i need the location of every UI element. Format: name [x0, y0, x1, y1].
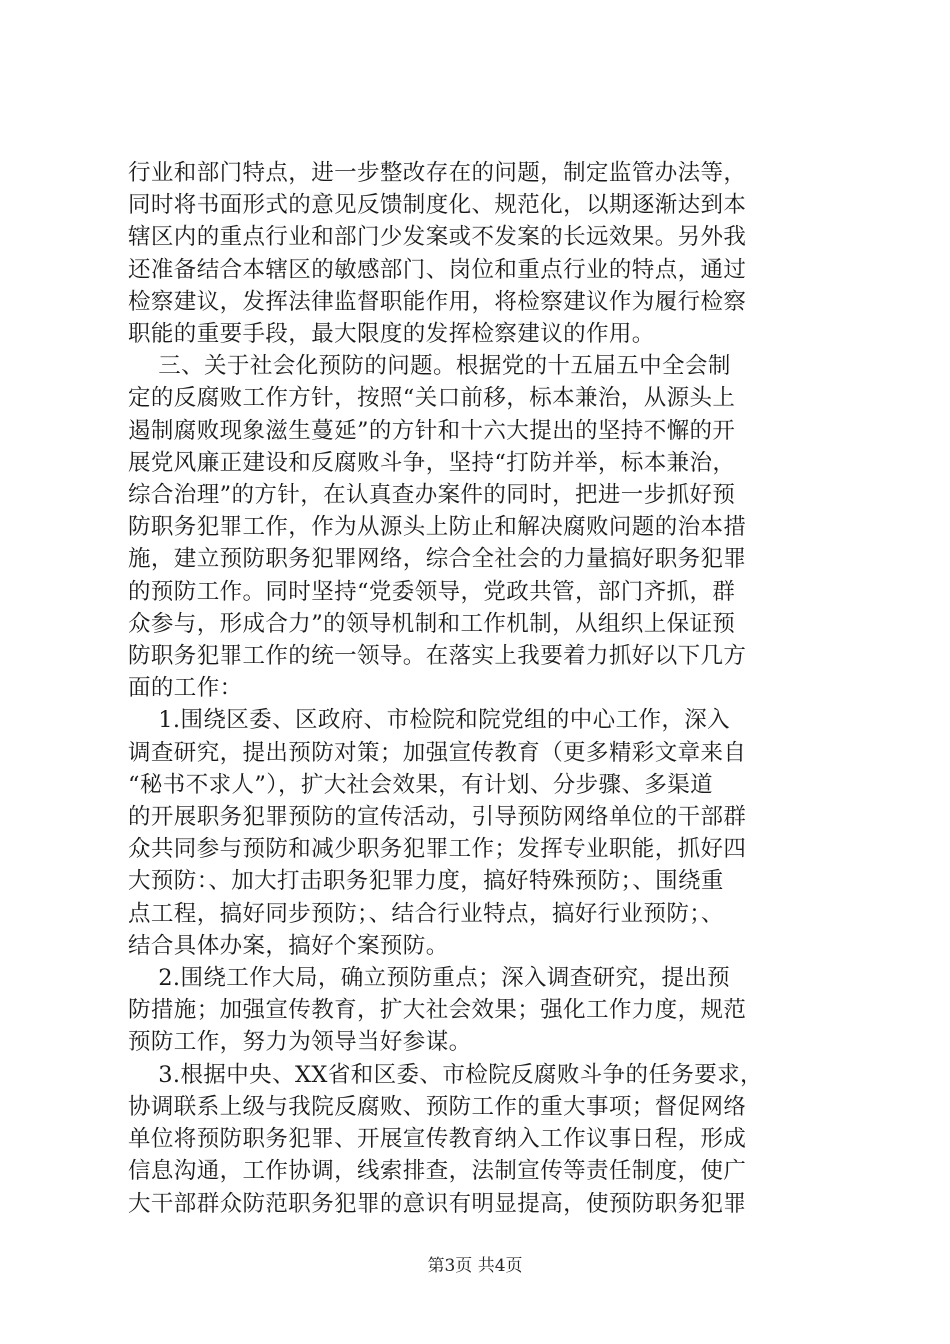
text-line: 单位将预防职务犯罪、开展宣传教育纳入工作议事日程，形成	[128, 1126, 747, 1153]
text-line: 众共同参与预防和减少职务犯罪工作；发挥专业职能，抓好四	[128, 836, 747, 863]
text-line: 3.根据中央、XX省和区委、市检院反腐败斗争的任务要求，	[128, 1061, 763, 1088]
text-line: 同时将书面形式的意见反馈制度化、规范化，以期逐渐达到本	[128, 192, 747, 219]
text-line: 2.围绕工作大局，确立预防重点；深入调查研究，提出预	[128, 965, 731, 992]
text-line: 行业和部门特点，进一步整改存在的问题，制定监管办法等，	[128, 160, 747, 186]
text-line: 信息沟通，工作协调，线索排查，法制宣传等责任制度，使广	[128, 1158, 747, 1185]
text-line: 职能的重要手段，最大限度的发挥检察建议的作用。	[128, 321, 655, 348]
text-line: 展党风廉正建设和反腐败斗争，坚持“打防并举，标本兼治，	[128, 449, 736, 476]
text-line: 协调联系上级与我院反腐败、预防工作的重大事项；督促网络	[128, 1093, 747, 1120]
text-line: 大预防：、加大打击职务犯罪力度，搞好特殊预防；、围绕重	[128, 868, 724, 895]
text-line: 结合具体办案，搞好个案预防。	[128, 932, 449, 959]
text-line: 还准备结合本辖区的敏感部门、岗位和重点行业的特点，通过	[128, 256, 747, 283]
text-line: “秘书不求人”），扩大社会效果，有计划、分步骤、多渠道	[128, 771, 714, 798]
text-line: 面的工作：	[128, 675, 243, 702]
text-line: 大干部群众防范职务犯罪的意识有明显提高，使预防职务犯罪	[128, 1190, 747, 1217]
text-line: 防职务犯罪工作的统一领导。在落实上我要着力抓好以下几方	[128, 643, 747, 670]
text-line: 防措施；加强宣传教育，扩大社会效果；强化工作力度，规范	[128, 997, 747, 1024]
text-line: 遏制腐败现象滋生蔓延”的方针和十六大提出的坚持不懈的开	[128, 417, 736, 444]
text-line: 1.围绕区委、区政府、市检院和院党组的中心工作，深入	[128, 707, 731, 734]
text-line: 预防工作，努力为领导当好参谋。	[128, 1029, 472, 1056]
text-line: 施，建立预防职务犯罪网络，综合全社会的力量搞好职务犯罪	[128, 546, 747, 573]
text-line: 调查研究，提出预防对策；加强宣传教育（更多精彩文章来自	[128, 739, 747, 766]
page-number-footer: 第3页 共4页	[427, 1256, 523, 1276]
text-line: 综合治理”的方针，在认真查办案件的同时，把进一步抓好预	[128, 482, 736, 509]
text-line: 的预防工作。同时坚持“党委领导，党政共管，部门齐抓，群	[128, 578, 736, 605]
text-line: 的开展职务犯罪预防的宣传活动，引导预防网络单位的干部群	[128, 804, 747, 831]
document-body	[128, 157, 832, 1220]
text-line: 防职务犯罪工作，作为从源头上防止和解决腐败问题的治本措	[128, 514, 747, 541]
text-line: 众参与，形成合力”的领导机制和工作机制，从组织上保证预	[128, 610, 736, 637]
text-line: 定的反腐败工作方针，按照“关口前移，标本兼治，从源头上	[128, 385, 736, 412]
text-line: 辖区内的重点行业和部门少发案或不发案的长远效果。另外我	[128, 224, 747, 251]
text-line: 点工程，搞好同步预防；、结合行业特点，搞好行业预防；、	[128, 900, 724, 927]
text-line: 三、关于社会化预防的问题。根据党的十五届五中全会制	[128, 353, 731, 380]
text-line: 检察建议，发挥法律监督职能作用，将检察建议作为履行检察	[128, 288, 747, 315]
